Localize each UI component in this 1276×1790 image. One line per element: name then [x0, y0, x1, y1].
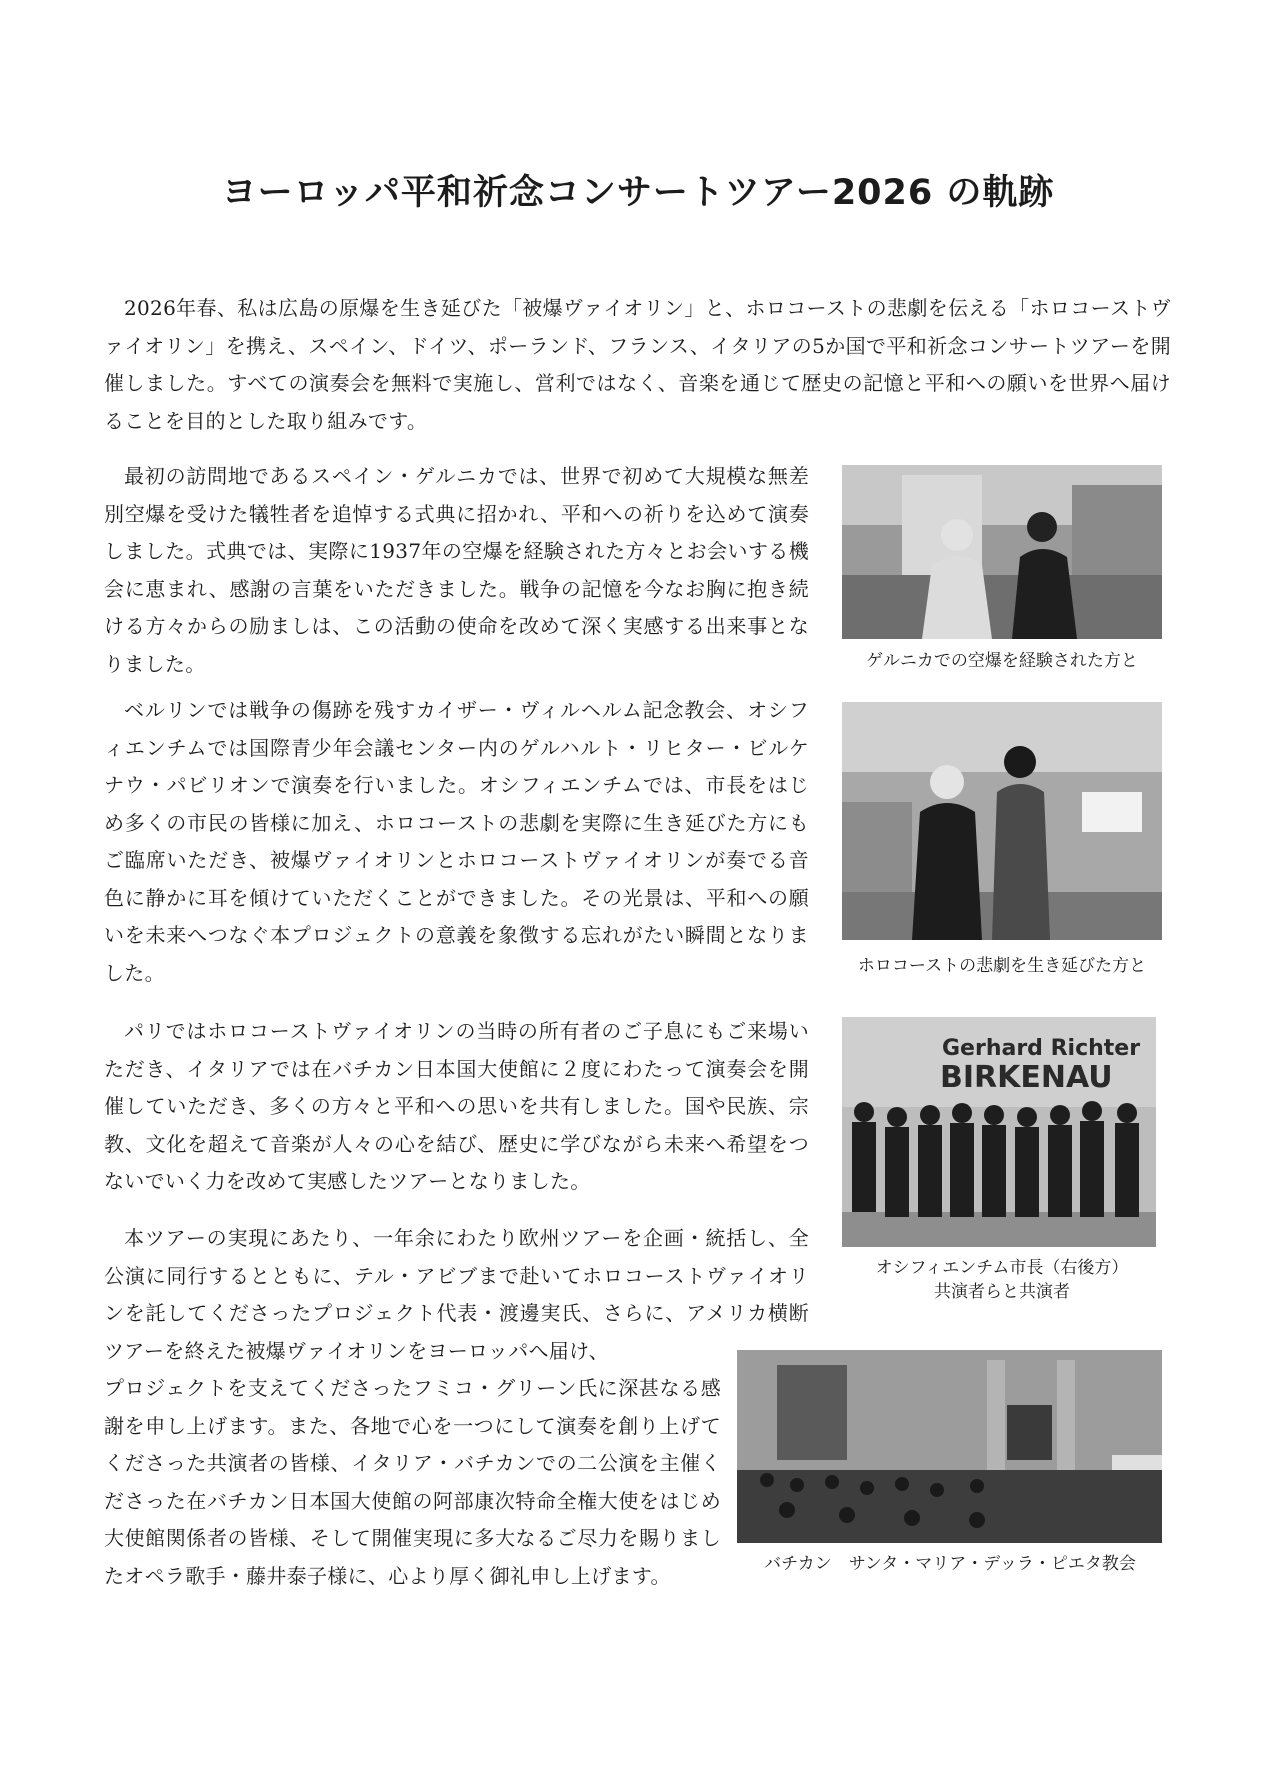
- oswiecim-survivor-caption: ホロコーストの悲劇を生き延びた方と: [857, 956, 1147, 976]
- intro-paragraph: 2026年春、私は広島の原爆を生き延びた「被爆ヴァイオリン」と、ホロコーストの悲劇を伝える「ホロコーストヴァイオリン」を携え、スペイン、ドイツ、ポーランド、フランス、イタリアの5か国で平和祈念コンサートツアーを開催しました。すべての演奏会を無料で実施し、営利ではなく、音楽を通じて歴史の記憶と平和への願いを世界へ届けることを目的とした取り組みです。: [104, 296, 1171, 433]
- birkenau-caption-line1: オシフィエンチム市長（右後方）: [875, 1258, 1129, 1278]
- vatican-caption: バチカン サンタ・マリア・デッラ・ピエタ教会: [764, 1554, 1136, 1574]
- acknowledgment-paragraph-continued: プロジェクトを支えてくださったフミコ・グリーン氏に深甚なる感謝を申し上げます。また、各地で心を一つにして演奏を創り上げてくださった共演者の皆様、イタリア・バチカンでの二公演を主催くださった在バチカン日本国大使館の阿部康次特命全権大使をはじめ大使館関係者の皆様、そして開催実現に多大なるご尽力を賜りましたオペラ歌手・藤井泰子様に、心より厚く御礼申し上げます。: [104, 1376, 721, 1588]
- page-title: ヨーロッパ平和祈念コンサートツアー2026 の軌跡: [221, 173, 1055, 213]
- birkenau-pavilion-photo: [842, 1017, 1156, 1247]
- paris-italy-paragraph: パリではホロコーストヴァイオリンの当時の所有者のご子息にもご来場いただき、イタリアでは在バチカン日本国大使館に２度にわたって演奏会を開催していただき、多くの方々と平和への思いを共有しました。国や民族、宗教、文化を超えて音楽が人々の心を結び、歴史に学びながら未来へ希望をつないでいく力を改めて実感したツアーとなりました。: [104, 1019, 809, 1193]
- guernica-photo: [842, 465, 1162, 639]
- birkenau-caption-line2: 共演者らと共演者: [934, 1282, 1070, 1302]
- pavilion-banner-line1: Gerhard Richter: [942, 1036, 1141, 1061]
- acknowledgment-paragraph: 本ツアーの実現にあたり、一年余にわたり欧州ツアーを企画・統括し、全公演に同行するとともに、テル・アビブまで赴いてホロコーストヴァイオリンを託してくださったプロジェクト代表・渡邊実氏、さらに、アメリカ横断ツアーを終えた被爆ヴァイオリンをヨーロッパへ届け、: [104, 1226, 809, 1363]
- guernica-paragraph: 最初の訪問地であるスペイン・ゲルニカでは、世界で初めて大規模な無差別空爆を受けた犠牲者を追悼する式典に招かれ、平和への祈りを込めて演奏しました。式典では、実際に1937年の空爆を経験された方々とお会いする機会に恵まれ、感謝の言葉をいただきました。戦争の記憶を今なお胸に抱き続ける方々からの励ましは、この活動の使命を改めて深く実感する出来事となりました。: [104, 464, 809, 676]
- berlin-paragraph: ベルリンでは戦争の傷跡を残すカイザー・ヴィルヘルム記念教会、オシフィエンチムでは国際青少年会議センター内のゲルハルト・リヒター・ビルケナウ・パビリオンで演奏を行いました。オシフィエンチムでは、市長をはじめ多くの市民の皆様に加え、ホロコーストの悲劇を実際に生き延びた方にもご臨席いただき、被爆ヴァイオリンとホロコーストヴァイオリンが奏でる音色に静かに耳を傾けていただくことができました。その光景は、平和への願いを未来へつなぐ本プロジェクトの意義を象徴する忘れがたい瞬間となりました。: [104, 698, 809, 985]
- oswiecim-survivor-photo: [842, 702, 1162, 940]
- guernica-caption: ゲルニカでの空爆を経験された方と: [866, 651, 1138, 671]
- birkenau-caption: [830, 1256, 1174, 1304]
- pavilion-banner-line2: BIRKENAU: [940, 1060, 1113, 1095]
- vatican-church-photo: [737, 1350, 1162, 1543]
